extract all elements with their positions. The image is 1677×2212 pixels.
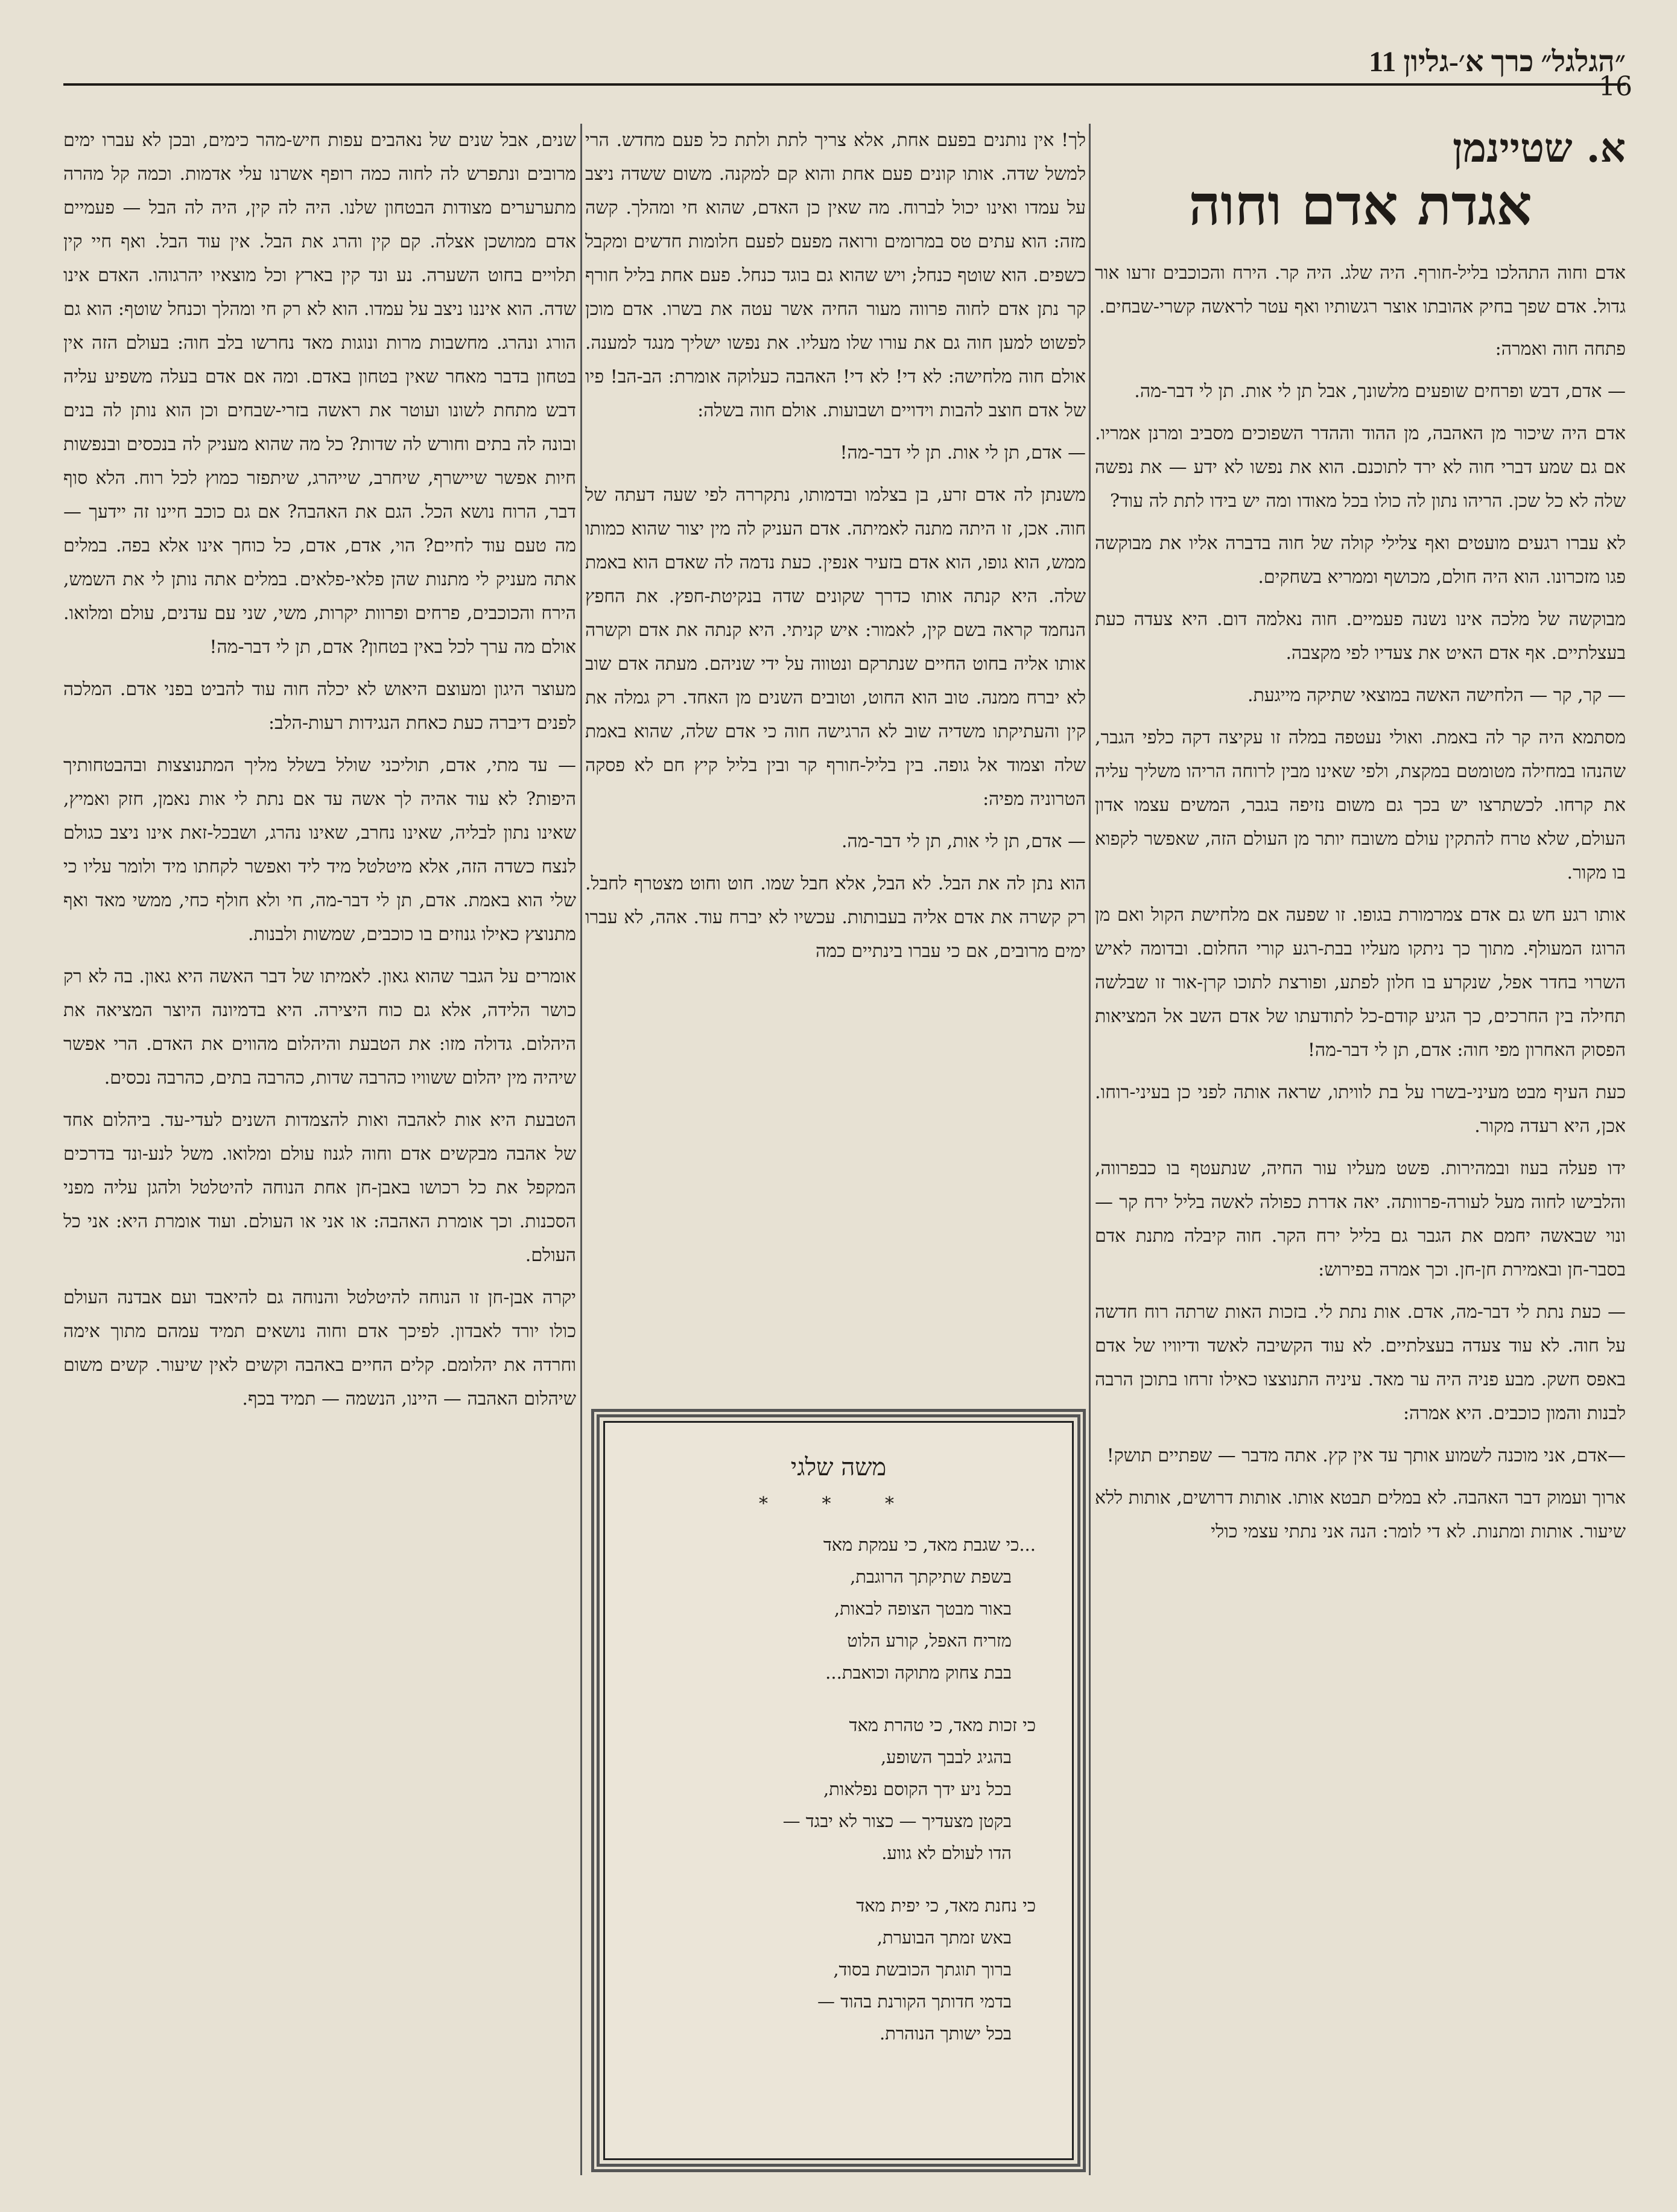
poem-line: בכל ניע ידך הקוסם נפלאות, — [823, 1779, 1012, 1799]
poem-stanza — [641, 1890, 1036, 2050]
poem-stanza — [641, 1529, 1036, 1689]
page-number: 16 — [1599, 71, 1632, 102]
paragraph: יקרה אבן-חן זו הנוחה להיטלטל והנוחה גם להיאבד ועם אבדנה העולם כולו יורד לאבדון. לפיכך אדם וחוה נושאים תמיד עמהם מתוך אימה וחרדה את יהלומם. קלים החיים באהבה וקשים לאין שיעור. קשים משום שיהלום האהבה — היינו, הנשמה — תמיד בכף. — [63, 1287, 576, 1410]
poem-stanza — [641, 1709, 1036, 1869]
paragraph: אומרים על הגבר שהוא גאון. לאמיתו של דבר האשה היא גאון. בה לא רק כושר הלידה, אלא גם כוח היצירה. היא בדמיונה היוצר המציאה את היהלום. גדולה מזו: את הטבעת והיהלום מהווים את האדם. הרי אפשר שיהיה מין יהלום ששוויו כהרבה שדות, כהרבה בתים, כהרבה נכסים. — [63, 966, 576, 1089]
column-middle — [585, 124, 1086, 1409]
paragraph: — עד מתי, אדם, תוליכני שולל בשלל מליך המתנוצצות ובהבטחותיך היפות? לא עוד אהיה לך אשה עד אם נתת לי אות נאמן, חזק ואמיץ, שאינו נתון לבליה, שאינו נחרב, שאינו נהרג, ושבכל-זאת אינו ניצב כגולם לנצח כשדה הזה, אלא מיטלטל מיד ליד ואפשר לקחתו מיד ולומר עליו כי שלי הוא באמת. אדם, תן לי דבר-מה, חי ולא חולף כחי, ממשי מאד ואף מתנוצץ כאילו גנוזים בו כוכבים, שמשות ולבנות. — [63, 755, 576, 945]
poem-line: כי נחנת מאד, כי יפית מאד — [856, 1895, 1036, 1916]
paragraph: הוא נתן לה את הבל. לא הבל, אלא חבל שמו. חוט וחוט מצטרף לחבל. רק קשרה את אדם אליה בעבותות. עכשיו לא יברח עוד. אהה, לא עברו ימים מרובים, אם כי עברו בינתיים כמה — [585, 873, 1086, 962]
poem-line: בדמי חדותך הקורנת בהוד — — [817, 1991, 1012, 2012]
paragraph: — קר, קר — הלחישה האשה במוצאי שתיקה מייגעת. — [1247, 685, 1626, 706]
paragraph: אותו רגע חש גם אדם צמרמורת בגופו. זו שפעה אם מלחישת הקול ואם מן הרוגז המעולף. מתוך כך ניתקו מעליו בבת-רגע קורי החלום. ובדומה לאיש השרוי בחדר אפל, שנקרע בו חלון לפתע, ופורצת לתוכו קרן-אור זו שבלשה תחילה בין החרכים, כך הגיע קודם-כל לתודעתו של אדם השב אל המציאות הפסוק האחרון מפי חוה: אדם, תן לי דבר-מה! — [1095, 904, 1626, 1061]
poem-line: בקטן מצעדיך — כצור לא יבגד — — [782, 1811, 1012, 1831]
column-rule — [580, 124, 582, 2175]
paragraph: מעוצר היגון ומעוצם היאוש לא יכלה חוה עוד להביט בפני אדם. המלכה לפנים דיברה כעת כאחת הנגידות רעות-הלב: — [63, 679, 576, 734]
paragraph: לך! אין נותנים בפעם אחת, אלא צריך לתת ולתת כל פעם מחדש. הרי למשל שדה. אותו קונים פעם אחת והוא קם למקנה. משום ששדה ניצב על עמדו ואינו יכול לברוח. מה שאין כן האדם, שהוא חי ומהלך. קשה מזה: הוא עתים טס במרומים ורואה מפעם לפעם חלומות חדשים ומקבל כשפים. הוא שוטף כנחל; ויש שהוא גם בוגד כנחל. פעם אחת בליל חורף קר נתן אדם לחוה פרווה מעור החיה אשר עטה את בשרו. אדם מוכן לפשוט למען חוה גם את עורו שלו מעליו. את נפשו ישליך מנגד למענה. אולם חוה מלחישה: לא די! לא די! האהבה כעלוקה אומרת: הב-הב! פיו של אדם חוצב להבות וידויים ושבועות. אולם חוה בשלה: — [585, 130, 1086, 421]
poem-author: משה שלגי — [790, 1454, 887, 1481]
paragraph: אדם היה שיכור מן האהבה, מן ההוד וההדר השפוכים מסביב ומרנן אמריו. אם גם שמע דברי חוה לא ירד לתוכנם. הוא את נפשו לא ידע — את נפשה שלה לא כל שכן. הריהו נתון לה כולו בכל מאודו ומה יש בידו לתת לה עוד? — [1095, 423, 1626, 512]
column-right-body — [1095, 256, 1626, 2175]
running-title: ״הגלגל״ כרך א׳-גליון 11 — [1369, 46, 1626, 78]
article-title: אגדת אדם וחוה — [1188, 173, 1532, 238]
page-header — [63, 29, 1626, 86]
paragraph: הטבעת היא אות לאהבה ואות להצמדות השנים לעדי-עד. ביהלום אחד של אהבה מבקשים אדם וחוה לגנוז עולם ומלואו. משל לנע-ונד בדרכים המקפל את כל רכושו באבן-חן אחת הנוחה להיטלטל ולהגן עליה מפני הסכנות. וכך אומרת האהבה: או אני או העולם. ועוד אומרת היא: אני כל העולם. — [63, 1110, 576, 1266]
poem-line: ...כי שגבת מאד, כי עמקת מאד — [823, 1534, 1036, 1555]
article-author: א. שטיינמן — [1453, 124, 1626, 171]
paragraph: — אדם, תן לי אות, תן לי דבר-מה. — [842, 831, 1086, 852]
poem-line: בכל ישותך הנוהרת. — [879, 2023, 1012, 2044]
poem-body — [641, 1529, 1036, 2050]
poem-ornament: * * * — [758, 1493, 919, 1514]
paragraph: אדם וחוה התהלכו בליל-חורף. היה שלג. היה קר. הירח והכוכבים זרעו אור גדול. אדם שפך בחיק אהובתו אוצר רגשותיו ואף עטר לראשה קשרי-שבחים. — [1095, 262, 1626, 317]
paragraph: מסתמא היה קר לה באמת. ואולי נעטפה במלה זו עקיצה דקה כלפי הגבר, שהנהו במחילה מטומטם במקצת, ולפי שאינו מבין לרוחה הריהו משליך עליה את קרחו. לכשתרצו יש בכך גם משום נזיפה בגבר, המשים עצמו אדון העולם, שלא טרח להתקין עולם משובח יותר מן העולם הזה, שאפשר לקפוא בו מקור. — [1095, 727, 1626, 883]
column-right — [1095, 124, 1626, 2187]
poem-line: מזריח האפל, קורע הלוט — [847, 1630, 1012, 1651]
poem-line: בשפת שתיקתך הרוגבת, — [850, 1566, 1012, 1587]
column-left — [63, 124, 576, 2187]
paragraph: — אדם, תן לי אות. תן לי דבר-מה! — [840, 442, 1086, 463]
poem-line: בהגיג לבבך השופע, — [880, 1747, 1012, 1767]
poem-line: הדו לעולם לא גווע. — [881, 1843, 1012, 1863]
poem-line: באש זמתך הבוערת, — [877, 1927, 1012, 1948]
paragraph: ידו פעלה בעוז ובמהירות. פשט מעליו עור החיה, שנתעטף בו כבפרווה, והלבישו לחוה מעל לעורה-פרוותה. יאה אדרת כפולה לאשה בליל ירח קר — ונוי שבאשה יחמם את הגבר גם בליל ירח הקר. חוה קיבלה מתנת אדם בסבר-חן ובאמירת חן-חן. וכך אמרה בפירוש: — [1095, 1158, 1626, 1280]
paragraph: לא עברו רגעים מועטים ואף צלילי קולה של חוה בדברה אליו את מבוקשה פגו מזכרונו. הוא היה חולם, מכושף וממריא בשחקים. — [1095, 533, 1626, 588]
paragraph: פתחה חוה ואמרה: — [1495, 338, 1626, 360]
paragraph: ארוך ועמוק דבר האהבה. לא במלים תבטא אותו. אותות דרושים, אותות ללא שיעור. אותות ומתנות. לא די לומר: הנה אני נתתי עצמי כולי — [1095, 1487, 1626, 1542]
paragraph: כעת העיף מבט מעיני-בשרו על בת לוויתו, שראה אותה לפני כן בעיני-רוחו. אכן, היא רעדה מקור. — [1095, 1082, 1626, 1137]
poem-line: ברוך תוגתך הכובשת בסוד, — [833, 1959, 1012, 1980]
paragraph: — כעת נתת לי דבר-מה, אדם. אות נתת לי. בזכות האות שרתה רוח חדשה על חוה. לא עוד צעדה בעצלתיים. לא עוד הקשיבה לאשד ודיוויו של אדם באפס חשק. מבע פניה היה ער מאד. עיניה התנוצצו כאילו זרחו בתוכן הרבה לבנות והמון כוכבים. היא אמרה: — [1095, 1301, 1626, 1424]
poem-box — [603, 1421, 1074, 2160]
poem-line: בבת צחוק מתוקה וכואבת... — [825, 1662, 1012, 1683]
poem-line: באור מבטך הצופה לבאות, — [834, 1598, 1012, 1619]
paragraph: —אדם, אני מוכנה לשמוע אותך עד אין קץ. אתה מדבר — שפתיים תושק! — [1106, 1445, 1626, 1466]
column-rule — [1089, 124, 1091, 2175]
poem-line: כי זכות מאד, כי טהרת מאד — [849, 1715, 1036, 1735]
paragraph: משנתן לה אדם זרע, בן בצלמו ובדמותו, נתקררה לפי שעה דעתה של חוה. אכן, זו היתה מתנה לאמיתה. אדם העניק לה מין יצור שהוא כמותו ממש, הוא גופו, הוא אדם בזעיר אנפין. כעת נדמה לה שאדם הוא באמת שלה. היא קנתה אותו כדרך שקונים שדה בנקיטת-חפץ. את החפץ הנחמד קראה בשם קין, לאמור: איש קניתי. היא קנתה את אדם וקשרה אותו אליה בחוט החיים שנתרקם ונטווה על ידי שניהם. מעתה אדם שוב לא יברח ממנה. טוב הוא החוט, וטובים השנים מן האחד. רק גמלה את קין והעתיקתו משדיה שוב לא הרגישה חוה כי אדם שלה, שהוא באמת שלה וצמוד אל גופה. בין בליל-חורף קר ובין בליל קיץ חם לא פסקה הטרוניה מפיה: — [585, 485, 1086, 810]
paragraph: מבוקשה של מלכה אינו נשנה פעמיים. חוה נאלמה דום. היא צעדה כעת בעצלתיים. אף אדם האיט את צעדיו לפי מקצבה. — [1095, 609, 1626, 664]
paragraph: — אדם, דבש ופרחים שופעים מלשונך, אבל תן לי אות. תן לי דבר-מה. — [1134, 381, 1626, 402]
paragraph: שנים, אבל שנים של נאהבים עפות חיש-מהר כימים, ובכן לא עברו ימים מרובים ונתפרש לה לחוה כמה רופף אשרנו עלי אדמות. וכמה קל מהרה מתערערים מצודות הבטחון שלנו. היה לה קין, היה לה הבל — פעמיים אדם ממושכן אצלה. קם קין והרג את הבל. אין עוד הבל. ואף חיי קין תלויים בחוט השערה. נע ונד קין בארץ וכל מוצאיו יהרגוהו. האדם אינו שדה. הוא איננו ניצב על עמדו. הוא לא רק חי ומהלך וכנחל שוטף: הוא גם הורג ונהרג. מחשבות מרות ונוגות מאד נחרשו בלב חוה: בעולם הזה אין בטחון בדבר מאחר שאין בטחון באדם. ומה אם אדם בעלה משפיע עליה דבש מתחת לשונו ועוטר את ראשה בזרי-שבחים וכן הוא נותן לה בנים ובונה לה בתים וחורש לה שדות? כל מה שהוא מעניק לה בנכסים ובנפשות חיות אפשר שיישרף, שיחרב, שייהרג, שיתפזר כמוץ לכל רוח. הלא סוף דבר, הרוח נושא הכל. הגם את האהבה? אם גם כוכב חיינו זה יידעך — מה טעם עוד לחיים? הוי, אדם, אדם, כל כוחך אינו אלא בפה. במלים אתה מעניק לי מתנות שהן פלאי-פלאים. במלים אתה נותן לי את השמש, הירח והכוכבים, פרחים ופרוות יקרות, משי, שני עם עדנים, עולם ומלואו. אולם מה ערך לכל באין בטחון? אדם, תן לי דבר-מה! — [63, 130, 576, 658]
